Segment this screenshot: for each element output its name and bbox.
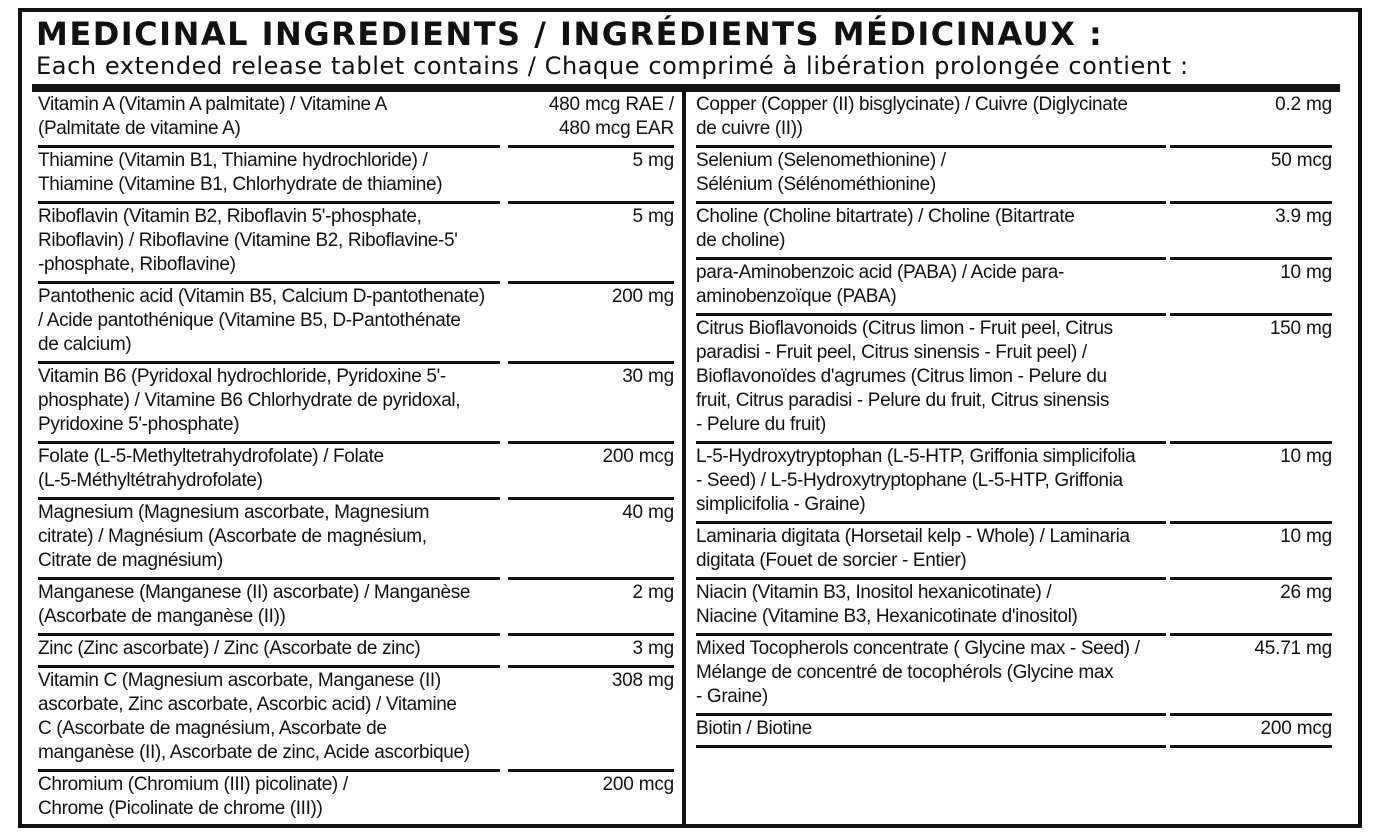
ingredient-name [696, 581, 1166, 629]
ingredient-name [696, 717, 1166, 741]
ingredient-name-line: Chromium (Chromium (III) picolinate) / [38, 774, 348, 795]
ingredient-name-line: Vitamin B6 (Pyridoxal hydrochloride, Pyridoxine 5'- [38, 366, 446, 387]
ingredient-row [696, 580, 1332, 636]
ingredient-amount [504, 445, 674, 469]
ingredient-name [38, 581, 500, 629]
ingredient-amount-line: 150 mg [1269, 318, 1332, 339]
ingredient-row [38, 580, 674, 636]
ingredient-amount [1172, 149, 1332, 173]
ingredient-row [38, 444, 674, 500]
ingredient-amount-line: 10 mg [1280, 446, 1332, 467]
ingredient-amount [1172, 525, 1332, 549]
ingredient-name-line: Magnesium (Magnesium ascorbate, Magnesium [38, 502, 430, 523]
ingredient-amount [504, 285, 674, 309]
ingredient-name [38, 205, 500, 277]
ingredient-amount-line: 5 mg [632, 150, 674, 171]
ingredient-amount [504, 149, 674, 173]
ingredient-name-line: Pantothenic acid (Vitamin B5, Calcium D-pantothenate) [38, 286, 485, 307]
panel-title: MEDICINAL INGREDIENTS / INGRÉDIENTS MÉDICINAUX : [36, 15, 1104, 53]
ingredient-row [38, 92, 674, 148]
ingredient-name [696, 445, 1166, 517]
ingredient-row [696, 524, 1332, 580]
left-ingredient-column [38, 92, 674, 828]
ingredient-name-line: (Ascorbate de manganèse (II)) [38, 606, 286, 627]
ingredient-name [696, 93, 1166, 141]
ingredient-name-line: aminobenzoïque (PABA) [696, 286, 897, 307]
ingredient-name [38, 501, 500, 573]
ingredient-name-line: Bioflavonoïdes d'agrumes (Citrus limon - Pelure du [696, 366, 1107, 387]
ingredient-amount [504, 773, 674, 797]
ingredient-amount [1172, 205, 1332, 229]
ingredient-name-line: de choline) [696, 230, 786, 251]
ingredient-row [696, 316, 1332, 444]
ingredient-amount [504, 581, 674, 605]
ingredients-panel [18, 8, 1362, 828]
ingredient-row [696, 204, 1332, 260]
ingredient-amount-line: 480 mcg RAE / [548, 94, 674, 115]
ingredient-name [38, 285, 500, 357]
ingredient-name-line: Vitamin C (Magnesium ascorbate, Manganese (II) [38, 670, 441, 691]
ingredient-name-line: Citrate de magnésium) [38, 550, 223, 571]
ingredient-amount [504, 669, 674, 693]
ingredient-name [38, 149, 500, 197]
ingredient-amount [504, 365, 674, 389]
ingredient-name-line: paradisi - Fruit peel, Citrus sinensis - Fruit peel) / [696, 342, 1087, 363]
ingredient-amount-line: 2 mg [632, 582, 674, 603]
ingredient-name-line: Mélange de concentré de tocophérols (Glycine max [696, 662, 1114, 683]
ingredient-name-line: Niacin (Vitamin B3, Inositol hexanicotinate) / [696, 582, 1052, 603]
ingredient-amount-line: 45.71 mg [1254, 638, 1332, 659]
ingredient-amount-line: 200 mg [611, 286, 674, 307]
ingredient-amount-line: 308 mg [611, 670, 674, 691]
ingredient-amount [1172, 445, 1332, 469]
ingredient-row [696, 260, 1332, 316]
ingredient-name [696, 525, 1166, 573]
ingredient-amount-line: 5 mg [632, 206, 674, 227]
ingredient-row [696, 636, 1332, 716]
ingredient-row [696, 148, 1332, 204]
ingredient-name-line: manganèse (II), Ascorbate de zinc, Acide ascorbique) [38, 742, 470, 763]
ingredient-name [38, 669, 500, 765]
ingredient-name-line: - Seed) / L-5-Hydroxytryptophane (L-5-HTP, Griffonia [696, 470, 1123, 491]
ingredient-name-line: simplicifolia - Graine) [696, 494, 866, 515]
ingredient-name-line: Citrus Bioflavonoids (Citrus limon - Fruit peel, Citrus [696, 318, 1113, 339]
ingredient-name-line: Niacine (Vitamine B3, Hexanicotinate d'inositol) [696, 606, 1078, 627]
ingredient-name-line: (L-5-Méthyltétrahydrofolate) [38, 470, 263, 491]
ingredient-amount [1172, 637, 1332, 661]
ingredient-amount [1172, 717, 1332, 741]
ingredient-row [696, 444, 1332, 524]
ingredient-row [38, 364, 674, 444]
ingredient-name [696, 317, 1166, 437]
ingredient-name-line: citrate) / Magnésium (Ascorbate de magnésium, [38, 526, 427, 547]
ingredient-name [696, 637, 1166, 709]
ingredient-name [38, 445, 500, 493]
ingredient-row [38, 500, 674, 580]
ingredient-name-line: Copper (Copper (II) bisglycinate) / Cuivre (Diglycinate [696, 94, 1128, 115]
ingredient-name-line: Riboflavin) / Riboflavine (Vitamine B2, Riboflavine-5' [38, 230, 458, 251]
ingredient-name-line: Vitamin A (Vitamin A palmitate) / Vitamine A [38, 94, 387, 115]
ingredient-row [38, 772, 674, 828]
ingredient-name-line: Zinc (Zinc ascorbate) / Zinc (Ascorbate de zinc) [38, 638, 421, 659]
ingredient-name-line: Sélénium (Sélénométhionine) [696, 174, 936, 195]
ingredient-row [696, 716, 1332, 748]
ingredient-name-line: phosphate) / Vitamine B6 Chlorhydrate de pyridoxal, [38, 390, 461, 411]
ingredient-name [696, 205, 1166, 253]
ingredient-name [696, 261, 1166, 309]
ingredient-name-line: Thiamine (Vitamin B1, Thiamine hydrochloride) / [38, 150, 428, 171]
ingredient-name [696, 149, 1166, 197]
ingredient-name-line: de cuivre (II)) [696, 118, 803, 139]
ingredient-name-line: digitata (Fouet de sorcier - Entier) [696, 550, 967, 571]
ingredient-name-line: Choline (Choline bitartrate) / Choline (Bitartrate [696, 206, 1075, 227]
ingredient-amount [1172, 317, 1332, 341]
ingredient-name-line: Pyridoxine 5'-phosphate) [38, 414, 240, 435]
ingredient-amount-line: 200 mcg [602, 446, 674, 467]
ingredient-name-line: ascorbate, Zinc ascorbate, Ascorbic acid) / Vitamine [38, 694, 457, 715]
ingredient-amount-line: 480 mcg EAR [558, 118, 674, 139]
ingredient-row [696, 92, 1332, 148]
ingredient-amount [504, 205, 674, 229]
ingredient-name-line: Laminaria digitata (Horsetail kelp - Whole) / Laminaria [696, 526, 1130, 547]
ingredient-amount-line: 40 mg [622, 502, 674, 523]
ingredient-amount [504, 501, 674, 525]
ingredient-amount [504, 637, 674, 661]
ingredient-row [38, 204, 674, 284]
ingredient-name-line: Manganese (Manganese (II) ascorbate) / Manganèse [38, 582, 471, 603]
ingredient-amount-line: 3 mg [632, 638, 674, 659]
ingredient-name-line: Mixed Tocopherols concentrate ( Glycine max - Seed) / [696, 638, 1140, 659]
right-ingredient-column [696, 92, 1332, 748]
ingredient-row [38, 668, 674, 772]
ingredient-amount [1172, 581, 1332, 605]
ingredient-name-line: / Acide pantothénique (Vitamine B5, D-Pantothénate [38, 310, 461, 331]
ingredient-name [38, 365, 500, 437]
ingredient-amount-line: 200 mcg [602, 774, 674, 795]
ingredient-amount [504, 93, 674, 141]
ingredient-name-line: C (Ascorbate de magnésium, Ascorbate de [38, 718, 387, 739]
ingredient-amount-line: 200 mcg [1260, 718, 1332, 739]
ingredient-name-line: para-Aminobenzoic acid (PABA) / Acide para- [696, 262, 1064, 283]
ingredient-name-line: de calcium) [38, 334, 132, 355]
ingredient-name [38, 637, 500, 661]
ingredient-amount-line: 10 mg [1280, 526, 1332, 547]
ingredient-name-line: Selenium (Selenomethionine) / [696, 150, 946, 171]
ingredient-amount-line: 3.9 mg [1275, 206, 1332, 227]
ingredient-name-line: Biotin / Biotine [696, 718, 812, 739]
column-divider [682, 92, 686, 828]
ingredient-name-line: (Palmitate de vitamine A) [38, 118, 241, 139]
ingredient-name-line: Folate (L-5-Methyltetrahydrofolate) / Folate [38, 446, 384, 467]
ingredient-name-line: Thiamine (Vitamine B1, Chlorhydrate de thiamine) [38, 174, 443, 195]
ingredient-name [38, 93, 500, 141]
ingredient-amount [1172, 93, 1332, 117]
ingredient-name-line: -phosphate, Riboflavine) [38, 254, 236, 275]
panel-subtitle: Each extended release tablet contains / Chaque comprimé à libération prolongée contient : [36, 52, 1189, 80]
ingredient-amount [1172, 261, 1332, 285]
ingredient-amount-line: 0.2 mg [1275, 94, 1332, 115]
ingredient-name-line: fruit, Citrus paradisi - Pelure du fruit, Citrus sinensis [696, 390, 1109, 411]
ingredient-row [38, 148, 674, 204]
ingredient-name-line: L-5-Hydroxytryptophan (L-5-HTP, Griffonia simplicifolia [696, 446, 1136, 467]
ingredient-row [38, 636, 674, 668]
ingredient-amount-line: 50 mcg [1270, 150, 1332, 171]
ingredient-name-line: Riboflavin (Vitamin B2, Riboflavin 5'-phosphate, [38, 206, 422, 227]
ingredient-name-line: - Graine) [696, 686, 768, 707]
ingredient-row [38, 284, 674, 364]
ingredient-name-line: Chrome (Picolinate de chrome (III)) [38, 798, 323, 819]
ingredient-amount-line: 10 mg [1280, 262, 1332, 283]
ingredient-name-line: - Pelure du fruit) [696, 414, 826, 435]
ingredient-amount-line: 26 mg [1280, 582, 1332, 603]
ingredient-amount-line: 30 mg [622, 366, 674, 387]
ingredient-name [38, 773, 500, 821]
header-rule [32, 84, 1340, 92]
